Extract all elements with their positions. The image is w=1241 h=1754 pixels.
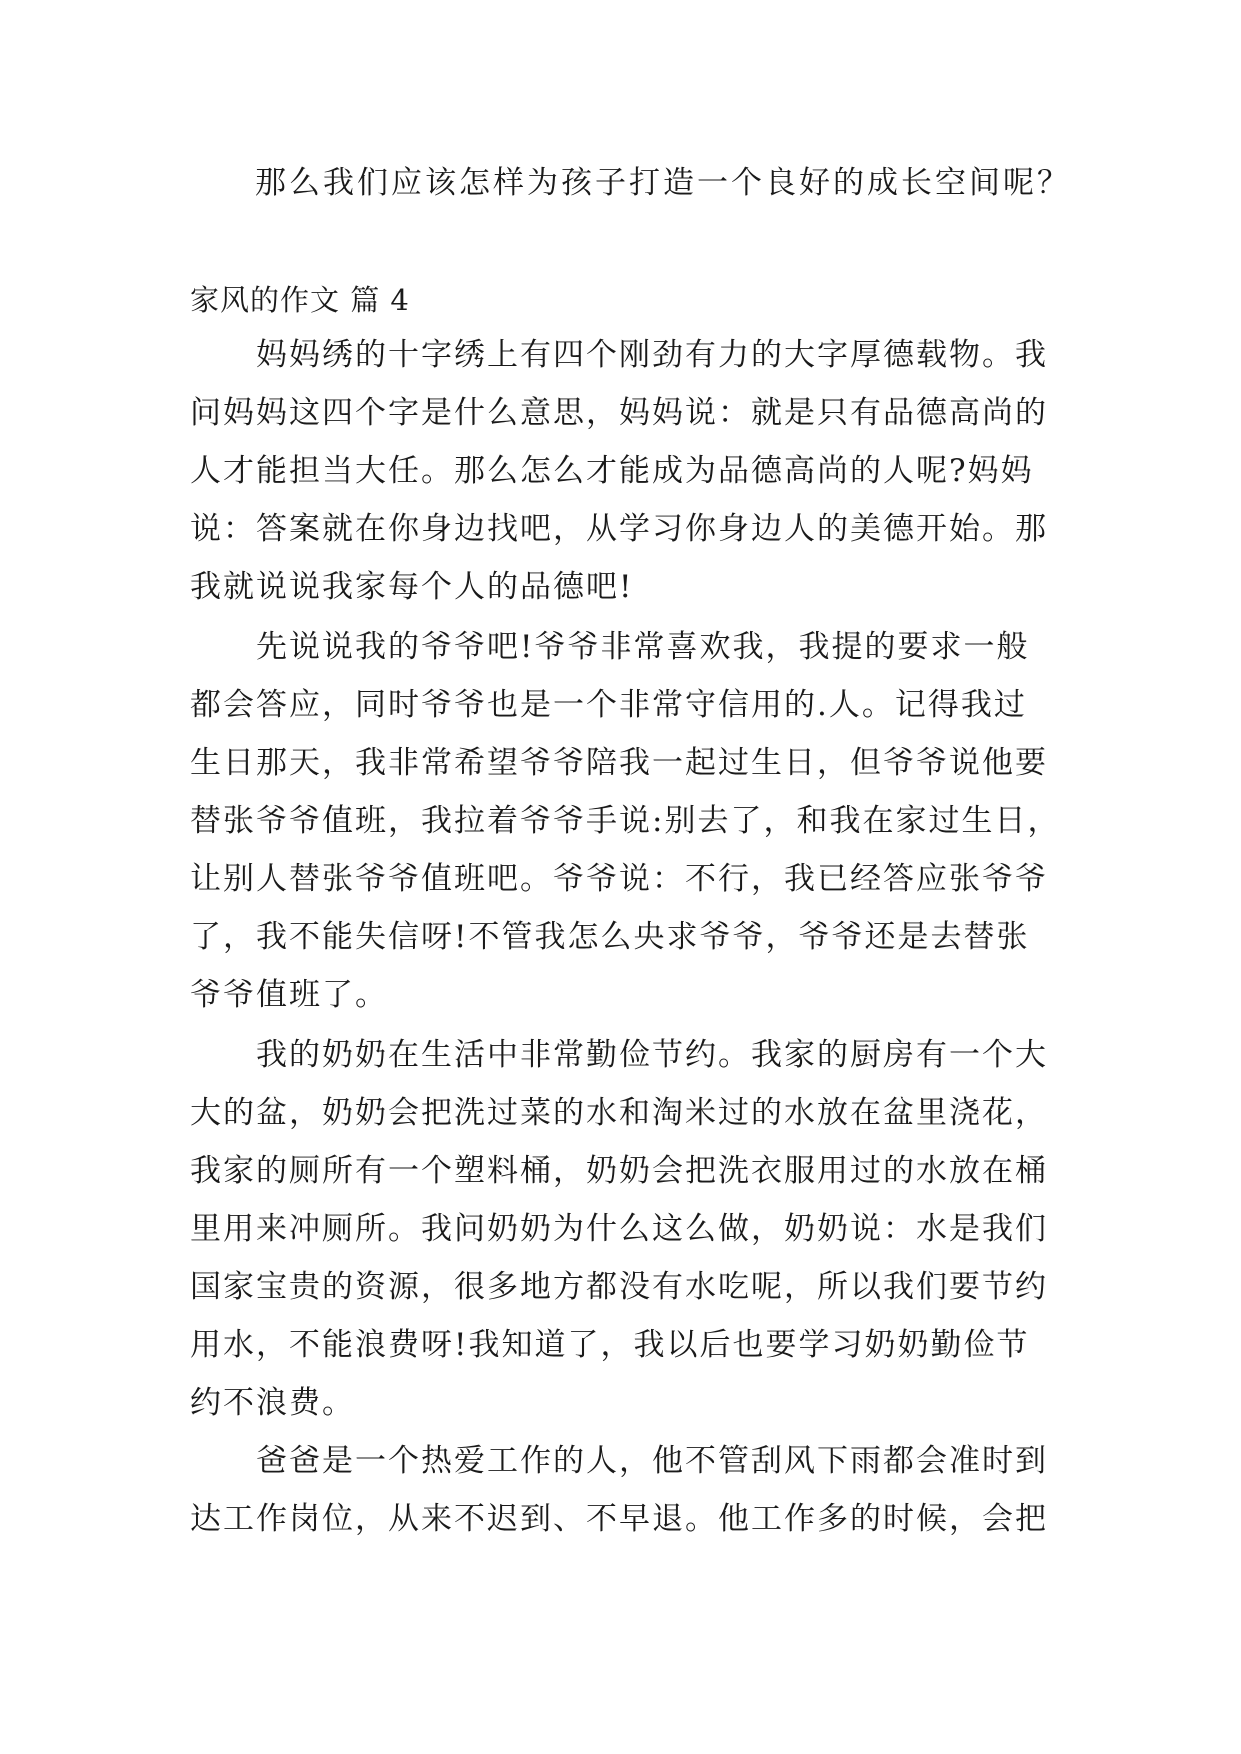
paragraph-line: 让别人替张爷爷值班吧。爷爷说：不行，我已经答应张爷爷 bbox=[190, 861, 1048, 897]
paragraph-line: 说：答案就在你身边找吧，从学习你身边人的美德开始。那 bbox=[190, 511, 1048, 547]
paragraph-3 bbox=[190, 1037, 1060, 1446]
paragraph-line: 我家的厕所有一个塑料桶，奶奶会把洗衣服用过的水放在桶 bbox=[190, 1153, 1048, 1189]
paragraph-line: 妈妈绣的十字绣上有四个刚劲有力的大字厚德载物。我 bbox=[256, 337, 1048, 373]
paragraph-line: 大的盆，奶奶会把洗过菜的水和淘米过的水放在盆里浇花， bbox=[190, 1095, 1048, 1131]
paragraph-line: 先说说我的爷爷吧!爷爷非常喜欢我，我提的要求一般 bbox=[256, 629, 1030, 665]
paragraph-line: 达工作岗位，从来不迟到、不早退。他工作多的时候，会把 bbox=[190, 1501, 1048, 1537]
paragraph-line: 我就说说我家每个人的品德吧! bbox=[190, 569, 634, 605]
paragraph-line: 我的奶奶在生活中非常勤俭节约。我家的厨房有一个大 bbox=[256, 1037, 1048, 1073]
paragraph-line: 生日那天，我非常希望爷爷陪我一起过生日，但爷爷说他要 bbox=[190, 745, 1048, 781]
paragraph-line: 用水，不能浪费呀!我知道了，我以后也要学习奶奶勤俭节 bbox=[190, 1327, 1030, 1363]
paragraph-line: 都会答应，同时爷爷也是一个非常守信用的.人。记得我过 bbox=[190, 687, 1027, 723]
intro-line: 那么我们应该怎样为孩子打造一个良好的成长空间呢？ bbox=[255, 165, 1071, 201]
paragraph-line: 里用来冲厕所。我问奶奶为什么这么做，奶奶说：水是我们 bbox=[190, 1211, 1048, 1247]
paragraph-4 bbox=[190, 1443, 1060, 1562]
paragraph-line: 人才能担当大任。那么怎么才能成为品德高尚的人呢?妈妈 bbox=[190, 453, 1034, 489]
paragraph-line: 问妈妈这四个字是什么意思，妈妈说：就是只有品德高尚的 bbox=[190, 395, 1048, 431]
paragraph-1 bbox=[190, 337, 1060, 630]
paragraph-line: 国家宝贵的资源，很多地方都没有水吃呢，所以我们要节约 bbox=[190, 1269, 1048, 1305]
paragraph-line: 约不浪费。 bbox=[190, 1385, 355, 1421]
paragraph-line: 替张爷爷值班，我拉着爷爷手说:别去了，和我在家过生日， bbox=[190, 803, 1061, 839]
paragraph-line: 爷爷值班了。 bbox=[190, 977, 388, 1013]
section-title: 家风的作文 篇 4 bbox=[190, 283, 410, 317]
paragraph-2 bbox=[190, 629, 1061, 1038]
paragraph-line: 爸爸是一个热爱工作的人，他不管刮风下雨都会准时到 bbox=[256, 1443, 1048, 1479]
paragraph-line: 了，我不能失信呀!不管我怎么央求爷爷，爷爷还是去替张 bbox=[190, 919, 1030, 955]
